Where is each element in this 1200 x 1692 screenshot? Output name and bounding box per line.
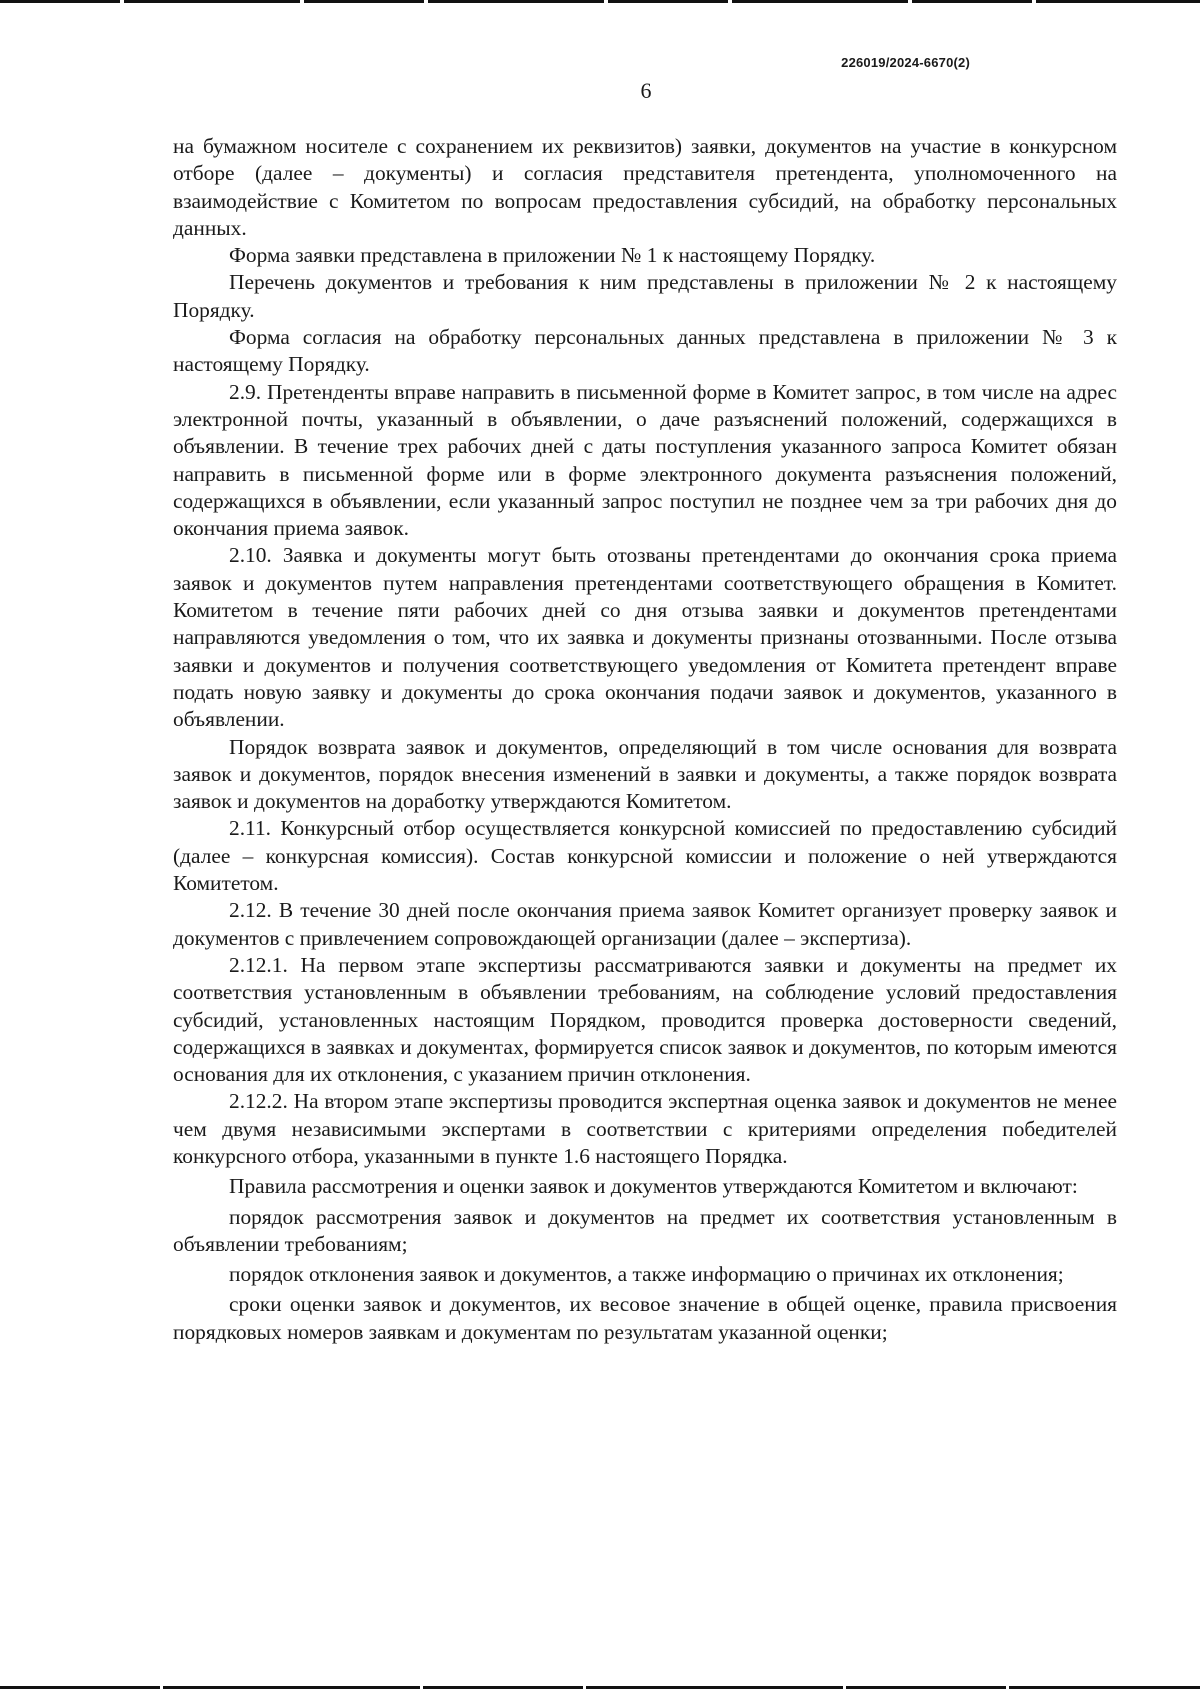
document-number: 226019/2024-6670(2) [841, 55, 970, 70]
document-body [173, 133, 1117, 1346]
paragraph-return-procedure: Порядок возврата заявок и документов, определяющий в том числе основания для возврата заявок и документов, порядок внесения изменений в заявки и документы, а также порядок возврата заявок и документов на доработку утверждаются Комитетом. [173, 734, 1117, 814]
scan-top-edge [0, 0, 1200, 3]
paragraph-continuation: на бумажном носителе с сохранением их реквизитов) заявки, документов на участие в конкурсном отборе (далее – документы) и согласия представителя претендента, уполномоченного на взаимодействие с Комитетом по вопросам предоставления субсидий, на обработку персональных данных. [173, 134, 1117, 240]
scan-bottom-edge [0, 1686, 1200, 1689]
paragraph-rules-item-3: сроки оценки заявок и документов, их весовое значение в общей оценке, правила присвоения порядковых номеров заявкам и документам по результатам указанной оценки; [173, 1292, 1117, 1344]
paragraph-2-12-1: 2.12.1. На первом этапе экспертизы рассматриваются заявки и документы на предмет их соответствия установленным в объявлении требованиям, на соблюдение условий предоставления субсидий, установленных настоящим Порядком, проводится проверка достоверности сведений, содержащихся в заявках и документах, формируется список заявок и документов, по которым имеются основания для их отклонения, с указанием причин отклонения. [173, 952, 1117, 1087]
paragraph-2-12: 2.12. В течение 30 дней после окончания приема заявок Комитет организует проверку заявок и документов с привлечением сопровождающей организации (далее – экспертиза). [173, 898, 1117, 950]
paragraph-rules: Правила рассмотрения и оценки заявок и документов утверждаются Комитетом и включают: [229, 1174, 1078, 1199]
paragraph-documents-list: Перечень документов и требования к ним представлены в приложении № 2 к настоящему Порядку. [173, 270, 1117, 322]
paragraph-2-10: 2.10. Заявка и документы могут быть отозваны претендентами до окончания срока приема заявок и документов путем направления претендентами соответствующего обращения в Комитет. Комитетом в течение пяти рабочих дней со дня отзыва заявки и документов претендентами направляются уведомления о том, что их заявка и документы признаны отозванными. После отзыва заявки и документов и получения соответствующего уведомления от Комитета претендент вправе подать новую заявку и документы до срока окончания подачи заявок и документов, указанного в объявлении. [173, 543, 1117, 732]
paragraph-rules-item-2: порядок отклонения заявок и документов, а также информацию о причинах их отклонения; [229, 1262, 1064, 1287]
paragraph-rules-item-1: порядок рассмотрения заявок и документов на предмет их соответствия установленным в объявлении требованиям; [173, 1204, 1117, 1256]
paragraph-application-form: Форма заявки представлена в приложении № 1 к настоящему Порядку. [229, 243, 876, 268]
paragraph-consent-form: Форма согласия на обработку персональных данных представлена в приложении № 3 к настоящему Порядку. [173, 325, 1117, 377]
page-number: 6 [640, 78, 652, 103]
paragraph-2-12-2: 2.12.2. На втором этапе экспертизы проводится экспертная оценка заявок и документов не менее чем двумя независимыми экспертами в соответствии с критериями определения победителей конкурсного отбора, указанными в пункте 1.6 настоящего Порядка. [173, 1089, 1117, 1168]
paragraph-2-9: 2.9. Претенденты вправе направить в письменной форме в Комитет запрос, в том числе на адрес электронной почты, указанный в объявлении, о даче разъяснений положений, содержащихся в объявлении. В течение трех рабочих дней с даты поступления указанного запроса Комитет обязан направить в письменной форме или в форме электронного документа разъяснения положений, содержащихся в объявлении, если указанный запрос поступил не позднее чем за три рабочих дня до окончания приема заявок. [173, 379, 1117, 541]
paragraph-2-11: 2.11. Конкурсный отбор осуществляется конкурсной комиссией по предоставлению субсидий (далее – конкурсная комиссия). Состав конкурсной комиссии и положение о ней утверждаются Комитетом. [173, 816, 1117, 896]
